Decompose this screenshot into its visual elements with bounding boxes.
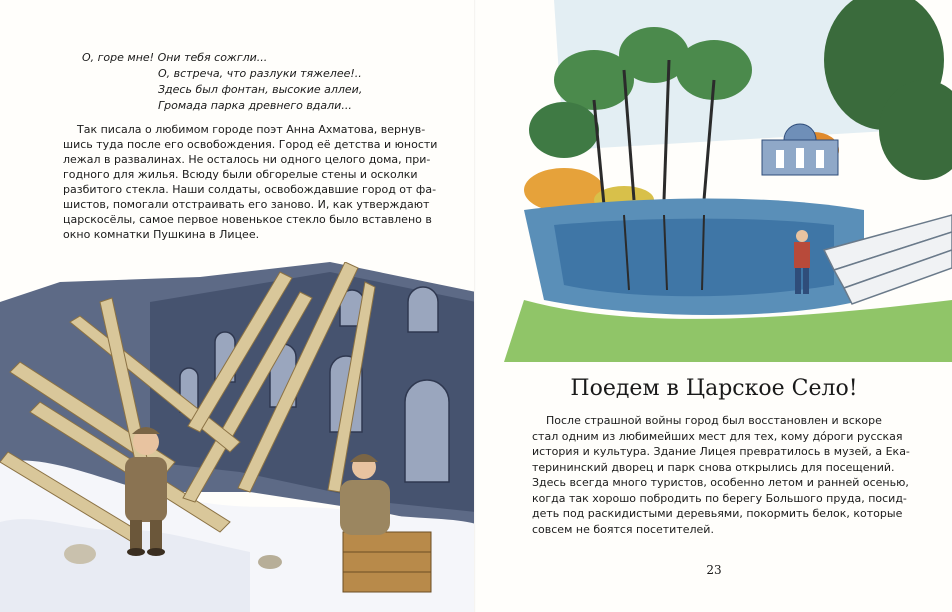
text-line: После страшной войны город был восстановлен и вскоре	[546, 414, 882, 427]
text-line: деть под раскидистыми деревьями, покормить белок, которые	[532, 507, 903, 520]
text-line: окно комнатки Пушкина в Лицее.	[63, 228, 260, 241]
text-line: Здесь всегда много туристов, особенно летом и ранней осенью,	[532, 476, 909, 489]
text-line: терининский дворец и парк снова открылись для посещений.	[532, 460, 895, 474]
text-line: лежал в развалинах. Не осталось ни одного целого дома, при-	[63, 153, 431, 166]
ruins-illustration	[0, 262, 476, 612]
park-pond-illustration	[484, 0, 952, 362]
right-paragraph	[532, 413, 910, 537]
text-line: стал одним из любимейших мест для тех, кому дóроги русская	[532, 429, 903, 443]
left-paragraph	[63, 122, 438, 242]
poem-stanza	[82, 50, 402, 114]
text-line: шись туда после его освобождения. Город её детства и юности	[63, 138, 438, 151]
text-line: история и культура. Здание Лицея превратилось в музей, а Ека-	[532, 445, 910, 458]
text-line: разбитого стекла. Наши солдаты, освобождавшие город от фа-	[63, 183, 437, 196]
text-line: совсем не боятся посетителей.	[532, 522, 714, 536]
text-line: годного для жилья. Всюду были обгорелые стены и осколки	[63, 168, 418, 181]
chapter-heading: Поедем в Царское Село!	[570, 376, 858, 401]
right-page	[476, 0, 952, 612]
poem-line: О, встреча, что разлуки тяжелее!..	[158, 67, 362, 80]
text-line: Так писала о любимом городе поэт Анна Ахматова, вернув-	[77, 123, 426, 136]
poem-line: О, горе мне! Они тебя сожгли...	[82, 51, 268, 64]
text-line: шистов, помогали отстраивать его заново. И, как утверждают	[63, 198, 430, 211]
text-line: царскосёлы, самое первое новенькое стекло было вставлено в	[63, 213, 432, 226]
text-line: когда так хорошо побродить по берегу Большого пруда, посид-	[532, 491, 907, 505]
poem-line: Громада парка древнего вдали...	[158, 99, 352, 112]
poem-line: Здесь был фонтан, высокие аллеи,	[158, 83, 363, 96]
page-number: 23	[706, 563, 722, 577]
